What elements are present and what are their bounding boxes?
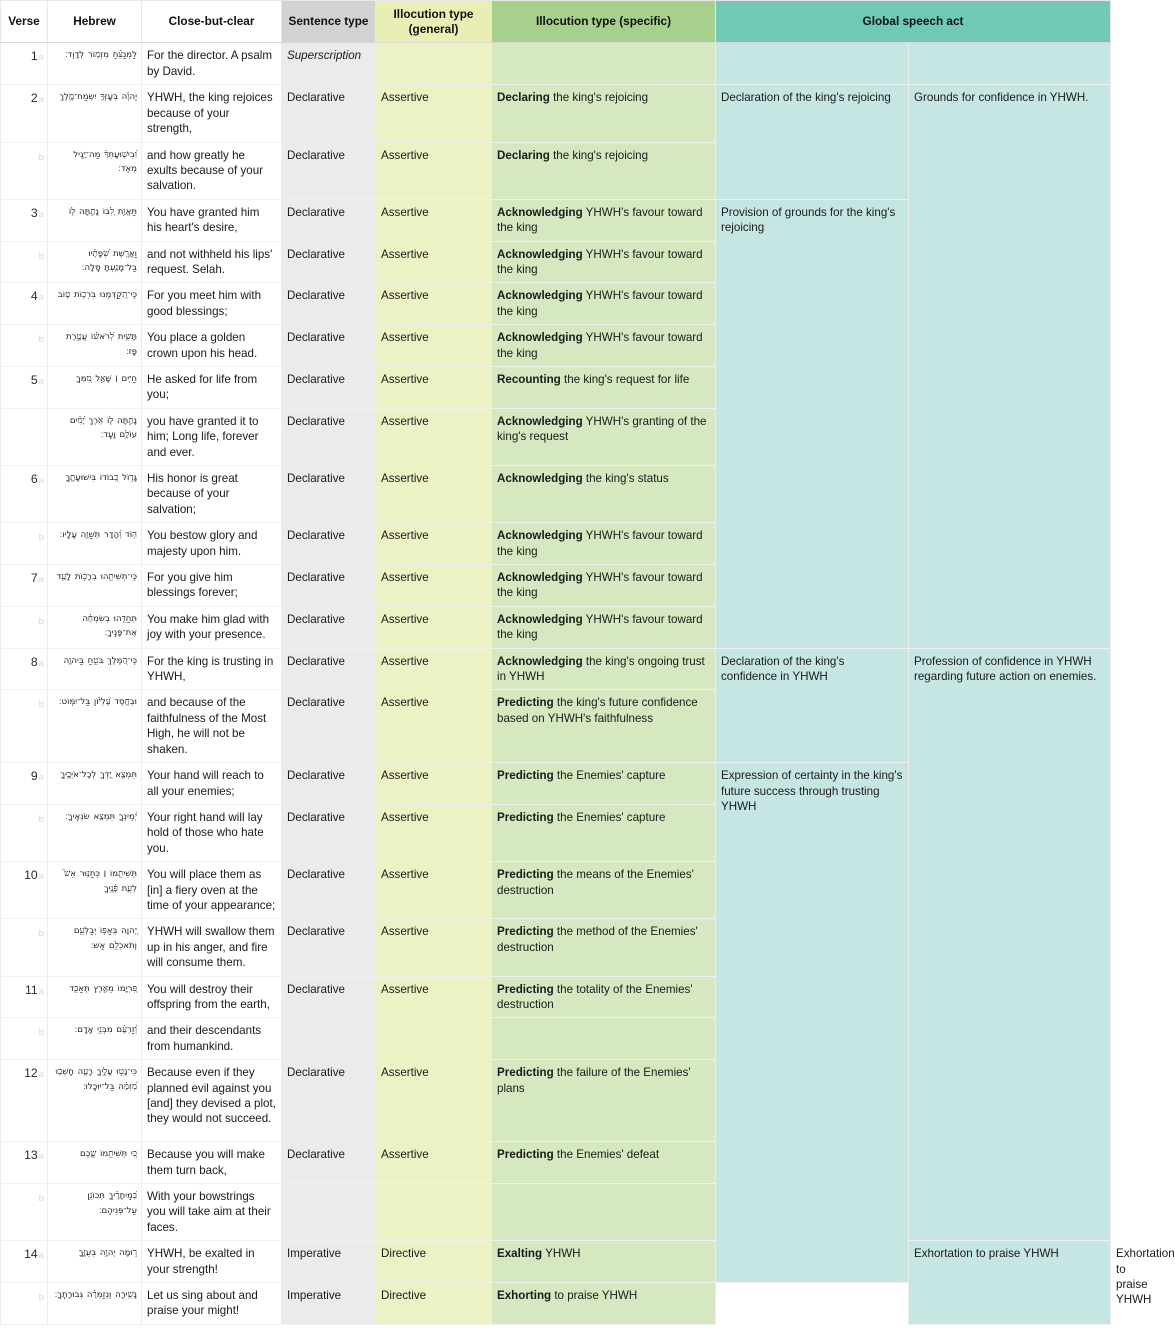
illocution-general-cell (376, 1018, 492, 1060)
verse-subline-letter: a (38, 1151, 44, 1163)
hebrew-text-cell: וַאֲרֶ֥שֶׁת שְׂ֝פָתָ֗יו בַּל־מָנַ֥עְתָּ סֶּֽלָה׃ (48, 241, 142, 283)
sentence-type-cell (282, 199, 376, 241)
verse-subline-letter: b (38, 813, 44, 825)
close-but-clear-cell: Let us sing about and praise your might! (142, 1283, 282, 1325)
illocution-specific-verb: Predicting (497, 1066, 554, 1080)
verse-subline-letter: a (38, 94, 44, 106)
verse-subline-letter: a (38, 208, 44, 220)
illocution-general-cell: Assertive (376, 142, 492, 199)
table-row (1, 648, 1111, 690)
illocution-specific-cell (492, 325, 716, 367)
verse-number: 2 (30, 91, 38, 106)
sentence-type-cell (282, 804, 376, 861)
close-but-clear-cell: Your right hand will lay hold of those who hate you. (142, 804, 282, 861)
close-but-clear-cell: You bestow glory and majesty upon him. (142, 523, 282, 565)
illocution-specific-cell (492, 862, 716, 919)
illocution-specific-object: YHWH (542, 1247, 581, 1261)
illocution-specific-verb: Predicting (497, 925, 554, 939)
close-but-clear-cell: For you meet him with good blessings; (142, 283, 282, 325)
verse-subline-letter (43, 418, 44, 429)
verse-number-cell (1, 43, 48, 85)
illocution-specific-object: YHWH's favour toward the king (497, 529, 703, 558)
hebrew-text-cell: כִּי־נָט֣וּ עָלֶ֣יךָ רָעָ֑ה חָֽשְׁב֥וּ מְ֝זִמָּ֗ה בַּל־יוּכָֽלוּ׃ (48, 1060, 142, 1142)
illocution-specific-cell (492, 648, 716, 690)
hebrew-text-cell: תְּחַדֵּ֥הוּ בְשִׂמְחָ֗ה אֶת־פָּנֶֽיךָ׃ (48, 606, 142, 648)
verse-subline-letter: a (38, 985, 44, 997)
verse-subline-letter: b (38, 250, 44, 262)
sentence-type-cell (282, 1018, 376, 1060)
illocution-specific-object: the Enemies' capture (553, 810, 666, 824)
sentence-type-value: Imperative (287, 1247, 342, 1261)
sentence-type-cell (282, 142, 376, 199)
illocution-specific-verb: Acknowledging (497, 529, 583, 543)
hebrew-text-cell: וּ֝בִישׁ֥וּעָתְךָ֗ מַה־יָּ֥גֶיל מְאֹֽד׃ (48, 142, 142, 199)
sentence-type-cell (282, 919, 376, 976)
illocution-specific-verb: Exalting (497, 1247, 543, 1261)
hebrew-text-cell: תְּשִׁיתֵ֤מוֹ ׀ כְּתַנּ֥וּר אֵשׁ֮ לְעֵ֪ת פָּ֫נֶ֥יךָ (48, 862, 142, 919)
global-speech-act-local-cell: Declaration of the king's confidence in YHWH (716, 648, 909, 762)
illocution-specific-cell (492, 408, 716, 465)
illocution-specific-verb: Acknowledging (497, 289, 583, 303)
global-speech-act-overall-cell (909, 43, 1111, 85)
table-body (1, 43, 1175, 1324)
close-but-clear-cell: and their descendants from humankind. (142, 1018, 282, 1060)
sentence-type-value: Declarative (287, 982, 345, 996)
sentence-type-cell (282, 1241, 376, 1283)
verse-number: 7 (30, 571, 38, 586)
close-but-clear-cell: Because you will make them turn back, (142, 1142, 282, 1184)
global-speech-act-local-cell: Declaration of the king's rejoicing (716, 85, 909, 199)
hebrew-text-cell: בְּ֝מֵֽיתָרֶ֗יךָ תְּכוֹנֵ֥ן עַל־פְּנֵיהֶֽם׃ (48, 1184, 142, 1241)
illocution-specific-object: the totality of the Enemies' destruction (497, 982, 693, 1011)
illocution-general-cell: Assertive (376, 976, 492, 1018)
verse-number-cell (1, 1184, 48, 1241)
illocution-specific-verb: Acknowledging (497, 571, 583, 585)
illocution-specific-cell (492, 763, 716, 805)
verse-number: 4 (30, 289, 38, 304)
hebrew-text-cell: נָשִׁ֥ירָה וּֽנְזַמְּרָ֗ה גְּבוּרָתֶֽךָ׃ (48, 1283, 142, 1325)
illocution-general-cell: Assertive (376, 804, 492, 861)
illocution-specific-verb: Acknowledging (497, 472, 583, 485)
verse-subline-letter: a (38, 375, 44, 387)
sentence-type-cell (282, 862, 376, 919)
illocution-specific-verb: Exhorting (497, 1289, 552, 1303)
sentence-type-value: Imperative (287, 1289, 342, 1303)
illocution-specific-verb: Predicting (497, 1148, 554, 1162)
sentence-type-cell (282, 1283, 376, 1325)
sentence-type-value: Declarative (287, 810, 345, 824)
table-row: 14a ר֣וּמָה יְהוָ֣ה בְּעֻזֶּ֑ךָ YHWH, be exalted in your strength! Imperative Directive Exalting YHWH Exhortation to praise YHWH Exhortation to praise YHWH (1, 1241, 1111, 1283)
close-but-clear-cell: YHWH will swallow them up in his anger, and fire will consume them. (142, 919, 282, 976)
verse-number: 1 (30, 49, 38, 64)
illocution-specific-cell (492, 1060, 716, 1142)
verse-number-cell (1, 466, 48, 523)
table-row (1, 43, 1111, 85)
hebrew-text-cell: יְ֝מִֽינְךָ תִּמְצָ֥א שֹׂנְאֶֽיךָ׃ (48, 804, 142, 861)
header-row (1, 1, 1111, 43)
bottom-spacer (0, 1325, 1110, 1333)
sentence-type-cell (282, 283, 376, 325)
verse-subline-letter: b (38, 532, 44, 544)
illocution-specific-cell (492, 283, 716, 325)
illocution-general-cell: Assertive (376, 648, 492, 690)
illocution-specific-verb: Predicting (497, 810, 554, 824)
hebrew-text-cell: וּבְחֶ֥סֶד עֶ֝לְי֗וֹן בַּל־יִמּֽוֹט׃ (48, 690, 142, 763)
verse-number: 14 (24, 1247, 38, 1262)
illocution-general-cell: Assertive (376, 606, 492, 648)
verse-subline-letter: a (38, 292, 44, 304)
illocution-general-cell: Assertive (376, 523, 492, 565)
verse-subline-letter: b (38, 1027, 44, 1039)
illocution-specific-verb: Acknowledging (497, 414, 583, 428)
hebrew-text-cell: יְֽהוָ֗ה בְּעָזְּךָ֥ יִשְׂמַח־מֶ֑לֶךְ (48, 85, 142, 142)
illocution-specific-object: the king's rejoicing (549, 148, 649, 162)
illocution-specific-verb: Predicting (497, 769, 554, 783)
illocution-specific-verb: Acknowledging (497, 247, 583, 261)
illocution-general-cell: Assertive (376, 466, 492, 523)
verse-number-cell (1, 690, 48, 763)
sentence-type-cell (282, 366, 376, 408)
verse-subline-letter: b (38, 928, 44, 940)
global-speech-act-overall-cell: Profession of confidence in YHWH regarding future action on enemies. (909, 648, 1111, 1241)
illocution-specific-cell (492, 43, 716, 85)
sentence-type-cell (282, 1060, 376, 1142)
verse-number-cell (1, 142, 48, 199)
sentence-type-cell (282, 1142, 376, 1184)
illocution-specific-cell (492, 241, 716, 283)
illocution-specific-cell (492, 1184, 716, 1241)
verse-subline-letter: a (38, 772, 44, 784)
illocution-specific-object: YHWH's favour toward the king (497, 571, 703, 600)
illocution-specific-object: the failure of the Enemies' plans (497, 1066, 691, 1095)
illocution-specific-object: YHWH's favour toward the king (497, 289, 703, 318)
illocution-specific-verb: Predicting (497, 696, 554, 710)
illocution-general-cell (376, 43, 492, 85)
sentence-type-cell (282, 43, 376, 85)
sentence-type-value: Superscription (287, 49, 362, 63)
sentence-type-cell (282, 523, 376, 565)
verse-subline-letter: b (38, 1193, 44, 1204)
column-header-global-speech-act[interactable]: Global speech act (716, 1, 1111, 43)
illocution-general-cell: Assertive (376, 241, 492, 283)
hebrew-text-cell: לַמְנַצֵּ֗חַ מִזְמ֥וֹר לְדָוִֽד׃ (48, 43, 142, 85)
illocution-specific-object: YHWH's favour toward the king (497, 612, 703, 642)
illocution-specific-verb: Acknowledging (497, 612, 583, 626)
hebrew-text-cell: נָתַ֣תָּה לּ֑וֹ אֹ֥רֶךְ יָ֝מִ֗ים עוֹלָ֥ם וָעֶֽד׃ (48, 408, 142, 465)
sentence-type-cell (282, 408, 376, 465)
sentence-type-value: Declarative (287, 769, 345, 783)
illocution-general-cell: Assertive (376, 325, 492, 367)
verse-number-cell (1, 199, 48, 241)
illocution-specific-object: the king's status (582, 472, 669, 485)
sentence-type-cell (282, 466, 376, 523)
verse-number-cell (1, 241, 48, 283)
illocution-specific-object: the king's future confidence based on YHWH's faithfulness (497, 696, 698, 725)
table-header (1, 1, 1111, 43)
close-but-clear-cell: For the director. A psalm by David. (142, 43, 282, 85)
illocution-specific-cell (492, 366, 716, 408)
verse-number-cell (1, 919, 48, 976)
sentence-type-cell (282, 241, 376, 283)
column-header-sentence-type[interactable]: Sentence type (282, 1, 376, 43)
verse-subline-letter: b (38, 699, 44, 711)
illocution-specific-cell (492, 85, 716, 142)
illocution-specific-verb: Declaring (497, 91, 550, 105)
sentence-type-value: Declarative (287, 247, 345, 261)
verse-number-cell (1, 976, 48, 1018)
hebrew-text-cell: וְ֝זַרְעָ֗ם מִבְּנֵ֥י אָדָֽם׃ (48, 1018, 142, 1060)
hebrew-text-cell: גָּד֣וֹל כְּ֭בוֹדוֹ בִּישׁוּעָתֶ֑ךָ (48, 466, 142, 523)
illocution-specific-object: YHWH's favour toward the king (497, 331, 703, 360)
hebrew-text-cell: תָּשִׁ֥ית לְ֝רֹאשׁ֗וֹ עֲטֶ֣רֶת פָּֽז׃ (48, 325, 142, 367)
illocution-general-cell: Directive (376, 1283, 492, 1325)
illocution-specific-cell (492, 919, 716, 976)
verse-number: 6 (30, 472, 38, 486)
illocution-specific-cell (492, 1283, 716, 1325)
close-but-clear-cell: You will place them as [in] a fiery oven at the time of your appearance; (142, 862, 282, 919)
sentence-type-cell (282, 690, 376, 763)
verse-number: 12 (24, 1066, 38, 1081)
global-speech-act-overall-cell: Grounds for confidence in YHWH. (909, 85, 1111, 648)
close-but-clear-cell: For the king is trusting in YHWH, (142, 648, 282, 690)
sentence-type-value: Declarative (287, 612, 345, 626)
close-but-clear-cell: For you give him blessings forever; (142, 565, 282, 607)
illocution-specific-object: the king's request for life (560, 372, 690, 386)
illocution-specific-object: to praise YHWH (551, 1289, 638, 1303)
verse-number-cell (1, 648, 48, 690)
verse-subline-letter: b (38, 1292, 44, 1304)
verse-number-cell (1, 366, 48, 408)
sentence-type-cell (282, 325, 376, 367)
illocution-specific-cell (492, 565, 716, 607)
verse-number-cell (1, 1018, 48, 1060)
close-but-clear-cell: His honor is great because of your salvation; (142, 466, 282, 523)
verse-number: 9 (30, 769, 38, 784)
illocution-specific-cell (492, 142, 716, 199)
verse-number: 11 (25, 982, 38, 997)
sentence-type-cell (282, 1184, 376, 1241)
sentence-type-value: Declarative (287, 1148, 345, 1162)
hebrew-text-cell: כִּ֭י תְּשִׁיתֵ֣מוֹ שֶׁ֑כֶם (48, 1142, 142, 1184)
close-but-clear-cell: You will destroy their offspring from the earth, (142, 976, 282, 1018)
sentence-type-value: Declarative (287, 289, 345, 303)
hebrew-text-cell: כִּֽי־תְשִׁיתֵ֣הוּ בְרָכ֣וֹת לָעַ֑ד (48, 565, 142, 607)
illocution-general-cell (376, 1184, 492, 1241)
sentence-type-value: Declarative (287, 925, 345, 939)
sentence-type-value: Declarative (287, 868, 345, 882)
illocution-specific-cell (492, 606, 716, 648)
verse-subline-letter: a (38, 574, 44, 586)
illocution-specific-cell (492, 199, 716, 241)
verse-subline-letter: b (38, 151, 44, 163)
illocution-specific-object: the Enemies' defeat (553, 1148, 660, 1162)
verse-number-cell (1, 1142, 48, 1184)
sentence-type-value: Declarative (287, 529, 345, 543)
sentence-type-value: Declarative (287, 472, 345, 485)
close-but-clear-cell: You have granted him his heart's desire, (142, 199, 282, 241)
verse-number-cell (1, 763, 48, 805)
hebrew-text-cell: ר֣וּמָה יְהוָ֣ה בְּעֻזֶּ֑ךָ (48, 1241, 142, 1283)
sentence-type-value: Declarative (287, 696, 345, 710)
close-but-clear-cell: and because of the faithfulness of the Most High, he will not be shaken. (142, 690, 282, 763)
hebrew-text-cell: כִּֽי־תְ֭קַדְּמֶנּוּ בִּרְכ֣וֹת ט֑וֹב (48, 283, 142, 325)
illocution-specific-cell (492, 466, 716, 523)
column-header-illocution-general[interactable]: Illocution type (general) (376, 1, 492, 43)
verse-subline-letter: a (38, 475, 44, 486)
illocution-general-cell: Assertive (376, 199, 492, 241)
illocution-general-cell: Assertive (376, 690, 492, 763)
column-header-hebrew[interactable]: Hebrew (48, 1, 142, 43)
sentence-type-cell (282, 606, 376, 648)
hebrew-text-cell: חַיִּ֤ים ׀ שָׁאַ֣ל מִ֭מְּךָ (48, 366, 142, 408)
illocution-specific-verb: Predicting (497, 868, 554, 882)
illocution-general-cell: Assertive (376, 565, 492, 607)
hebrew-text-cell: פִּ֭רְיָמוֹ מֵאֶ֣רֶץ תְּאַבֵּ֑ד (48, 976, 142, 1018)
illocution-specific-verb: Acknowledging (497, 331, 583, 345)
verse-number-cell (1, 408, 48, 465)
illocution-specific-verb: Recounting (497, 372, 561, 386)
illocution-specific-verb: Acknowledging (497, 654, 583, 668)
verse-number: 10 (24, 868, 38, 883)
close-but-clear-cell: you have granted it to him; Long life, forever and ever. (142, 408, 282, 465)
verse-number-cell (1, 1060, 48, 1142)
close-but-clear-cell: Your hand will reach to all your enemies; (142, 763, 282, 805)
sentence-type-value: Declarative (287, 91, 345, 105)
illocution-specific-cell (492, 804, 716, 861)
close-but-clear-cell: You make him glad with joy with your presence. (142, 606, 282, 648)
sentence-type-value: Declarative (287, 571, 345, 585)
verse-number-cell (1, 1241, 48, 1283)
illocution-specific-cell (492, 1142, 716, 1184)
illocution-specific-verb: Acknowledging (497, 205, 583, 219)
illocution-general-cell: Assertive (376, 366, 492, 408)
close-but-clear-cell: and how greatly he exults because of your salvation. (142, 142, 282, 199)
verse-number-cell (1, 1283, 48, 1325)
illocution-specific-cell (492, 1241, 716, 1283)
sentence-type-value: Declarative (287, 654, 345, 668)
illocution-general-cell: Assertive (376, 919, 492, 976)
sentence-type-value: Declarative (287, 414, 345, 428)
hebrew-text-cell: תִּמְצָ֣א יָ֭דְךָ לְכָל־אֹיְבֶ֑יךָ (48, 763, 142, 805)
verse-number-cell (1, 325, 48, 367)
sentence-type-cell (282, 976, 376, 1018)
illocution-general-cell: Assertive (376, 763, 492, 805)
illocution-specific-object: the method of the Enemies' destruction (497, 925, 698, 954)
verse-subline-letter: a (38, 52, 44, 64)
illocution-specific-object: the king's rejoicing (549, 91, 649, 105)
sentence-type-value: Declarative (287, 331, 345, 345)
verse-number-cell (1, 283, 48, 325)
close-but-clear-cell: Because even if they planned evil against you [and] they devised a plot, they would not succeed. (142, 1060, 282, 1142)
illocution-general-cell: Assertive (376, 862, 492, 919)
illocution-specific-verb: Declaring (497, 148, 550, 162)
close-but-clear-cell: You place a golden crown upon his head. (142, 325, 282, 367)
verse-number-cell (1, 85, 48, 142)
illocution-general-cell: Assertive (376, 408, 492, 465)
verse-number-cell (1, 523, 48, 565)
illocution-general-cell: Directive (376, 1241, 492, 1283)
sentence-type-cell (282, 763, 376, 805)
verse-subline-letter: a (38, 1069, 44, 1081)
verse-number-cell (1, 804, 48, 861)
column-header-close-but-clear[interactable]: Close-but-clear (142, 1, 282, 43)
hebrew-text-cell: יְ֭הוָה בְּאַפּ֣וֹ יְבַלְּעֵ֑ם וְֽתֹאכְלֵ֥ם אֵֽשׁ׃ (48, 919, 142, 976)
verse-number-cell (1, 565, 48, 607)
sentence-type-value: Declarative (287, 148, 345, 162)
illocution-general-cell: Assertive (376, 85, 492, 142)
verse-subline-letter: b (38, 334, 44, 346)
illocution-specific-cell (492, 523, 716, 565)
illocution-specific-cell (492, 976, 716, 1018)
verse-number-cell (1, 606, 48, 648)
global-speech-act-local-cell (716, 43, 909, 85)
verse-number: 8 (30, 654, 38, 669)
column-header-verse[interactable]: Verse (1, 1, 48, 43)
sentence-type-value: Declarative (287, 1066, 345, 1080)
illocution-specific-object: YHWH's favour toward the king (497, 205, 703, 235)
global-speech-act-local-cell: Expression of certainty in the king's future success through trusting YHWH (716, 763, 909, 1283)
illocution-general-cell: Assertive (376, 1060, 492, 1142)
table-row (1, 85, 1111, 142)
global-speech-act-local-cell: Provision of grounds for the king's rejoicing (716, 199, 909, 648)
sentence-type-value: Declarative (287, 372, 345, 386)
sentence-type-value: Declarative (287, 205, 345, 219)
illocution-specific-object: the king's ongoing trust in YHWH (497, 654, 705, 684)
global-speech-act-local-cell: Exhortation to praise YHWH (909, 1241, 1111, 1325)
illocution-specific-object: YHWH's favour toward the king (497, 247, 703, 276)
verse-number: 13 (24, 1148, 38, 1163)
sentence-type-cell (282, 85, 376, 142)
verse-subline-letter: a (38, 871, 44, 883)
hebrew-text-cell: תַּאֲוַ֣ת לִ֭בּוֹ נָתַ֣תָּה לּ֑וֹ (48, 199, 142, 241)
verse-number: 5 (30, 372, 38, 387)
illocution-specific-cell (492, 1018, 716, 1060)
illocution-specific-object: the Enemies' capture (553, 769, 666, 783)
verse-number: 3 (30, 205, 38, 220)
illocution-specific-verb: Predicting (497, 982, 554, 996)
close-but-clear-cell: and not withheld his lips' request. Selah. (142, 241, 282, 283)
illocution-general-cell: Assertive (376, 283, 492, 325)
close-but-clear-cell: YHWH, the king rejoices because of your strength, (142, 85, 282, 142)
column-header-illocution-specific[interactable]: Illocution type (specific) (492, 1, 716, 43)
sentence-type-cell (282, 565, 376, 607)
illocution-specific-cell (492, 690, 716, 763)
hebrew-text-cell: כִּֽי־הַ֭מֶּלֶךְ בֹּטֵ֣חַ בַּיהוָ֑ה (48, 648, 142, 690)
verse-subline-letter: a (38, 657, 44, 669)
verse-subline-letter: b (38, 615, 44, 627)
illocution-general-cell: Assertive (376, 1142, 492, 1184)
close-but-clear-cell: YHWH, be exalted in your strength! (142, 1241, 282, 1283)
verse-subline-letter: a (38, 1250, 44, 1262)
illocution-specific-object: YHWH's granting of the king's request (497, 414, 707, 444)
hebrew-text-cell: ה֥וֹד וְ֝הָדָר תְּשַׁוֶּ֥ה עָלָֽיו׃ (48, 523, 142, 565)
verse-number-cell (1, 862, 48, 919)
close-but-clear-cell: He asked for life from you; (142, 366, 282, 408)
illocution-specific-object: the means of the Enemies' destruction (497, 868, 694, 897)
sentence-type-cell (282, 648, 376, 690)
close-but-clear-cell: With your bowstrings you will take aim at their faces. (142, 1184, 282, 1241)
